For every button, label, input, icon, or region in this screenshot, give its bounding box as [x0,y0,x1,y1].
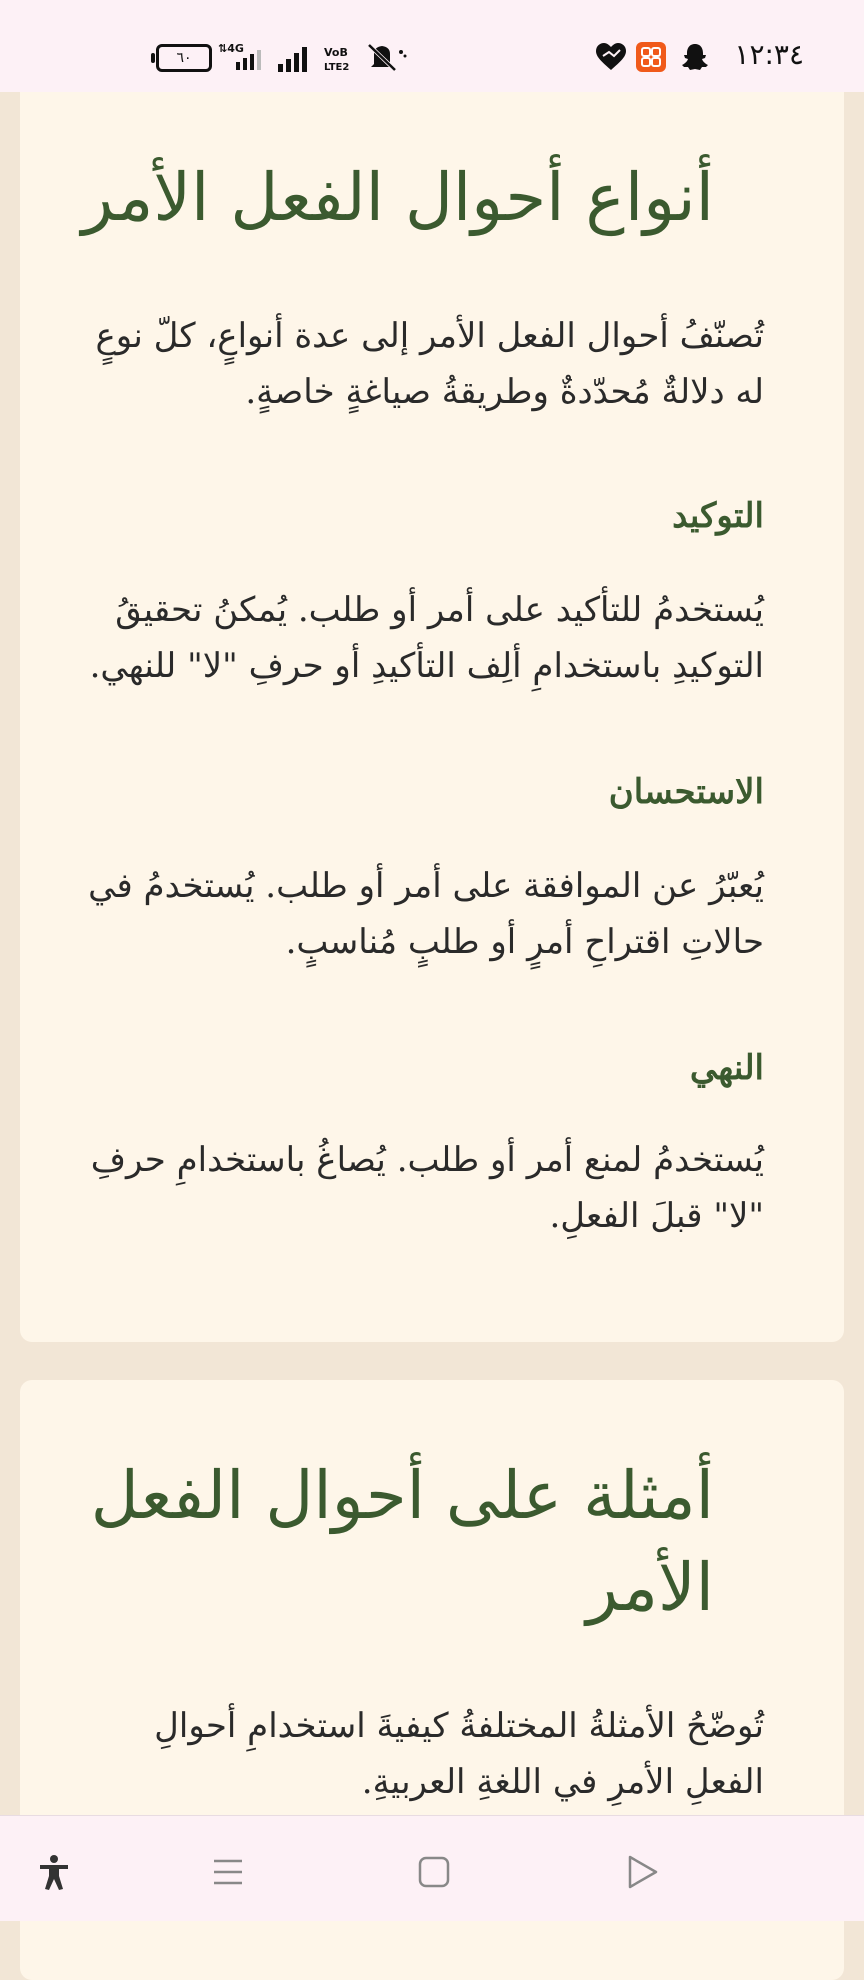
type-body-emphasis: يُستخدمُ للتأكيد على أمر أو طلب. يُمكنُ تحقيقُ التوكيدِ باستخدامِ ألِف التأكيدِ أو حرفِ "لا" للنهي. [89,590,764,686]
back-icon[interactable] [622,1852,662,1892]
signal-4g-icon [216,40,264,72]
svg-text:VoB: VoB [324,46,348,59]
status-time: ١٢:٣٤ [734,38,804,71]
snapchat-icon [680,42,710,72]
section-title: أنواع أحوال الفعل الأمر [81,159,714,236]
heart-icon [594,42,628,72]
navigation-bar [0,1815,864,1921]
type-heading-emphasis: التوكيد [672,496,764,536]
section-intro: تُصنّفُ أحوال الفعل الأمر إلى عدة أنواعٍ، كلّ نوعٍ له دلالةٌ مُحدّدةٌ وطريقةُ صياغةٍ خاصةٍ. [95,316,764,412]
app-icon [636,42,666,72]
home-icon[interactable] [414,1852,454,1892]
signal-icon [276,44,312,72]
type-body-approval: يُعبّرُ عن الموافقة على أمر أو طلب. يُستخدمُ في حالاتِ اقتراحِ أمرٍ أو طلبٍ مُناسبٍ. [88,866,764,962]
status-bar [0,0,864,92]
section-intro: تُوضّحُ الأمثلةُ المختلفةُ كيفيةَ استخدامِ أحوالِ الفعلِ الأمرِ في اللغةِ العربيةِ. [154,1706,764,1802]
volte-icon [322,44,356,72]
section-title: أمثلة على أحوال الفعل الأمر [90,1457,714,1626]
svg-text:LTE2: LTE2 [324,62,350,72]
type-heading-approval: الاستحسان [608,772,764,812]
accessibility-icon[interactable] [34,1852,74,1892]
section-card-types [20,70,844,1342]
type-body-prohibition: يُستخدمُ لمنع أمر أو طلب. يُصاغُ باستخدامِ حرفِ "لا" قبلَ الفعلِ. [90,1140,764,1236]
type-heading-prohibition: النهي [689,1048,764,1088]
recents-icon[interactable] [208,1852,248,1892]
svg-text:⇅4G: ⇅4G [218,42,244,55]
mute-icon [364,42,408,72]
battery-icon: ٦٠ [156,44,212,72]
